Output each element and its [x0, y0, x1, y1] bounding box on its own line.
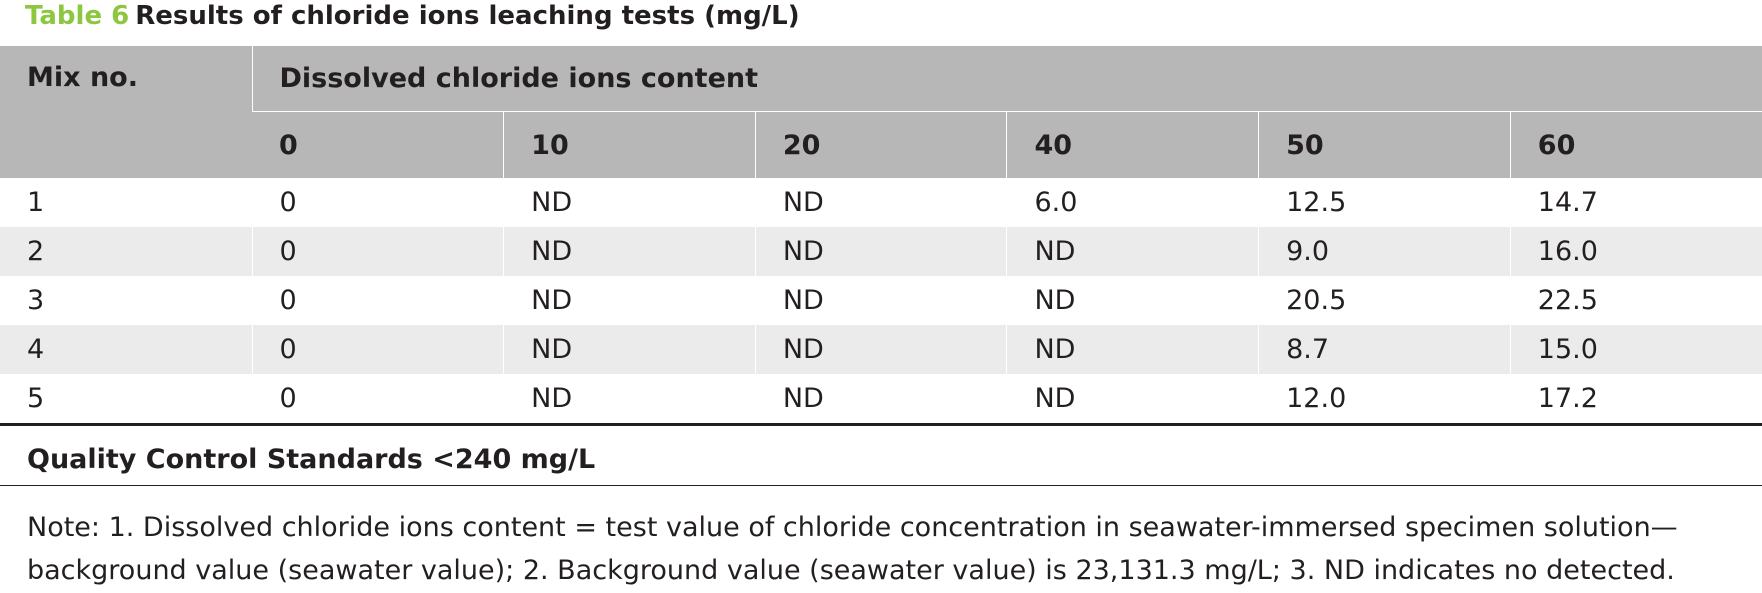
sub-header: 40: [1007, 112, 1259, 179]
sub-header: 50: [1259, 112, 1511, 179]
note-line-1: Note: 1. Dissolved chloride ions content = test value of chloride concentration in seawater-immersed specimen solution—: [27, 512, 1678, 543]
value-cell: 0: [252, 374, 504, 425]
note-line-2: background value (seawater value); 2. Background value (seawater value) is 23,131.3 mg/L; 3. ND indicates no detected.: [27, 555, 1675, 586]
value-cell: 15.0: [1510, 325, 1762, 374]
results-table: [0, 46, 1762, 426]
table-row: [0, 178, 1762, 227]
table-row: [0, 374, 1762, 425]
value-cell: 22.5: [1510, 276, 1762, 325]
table-title: Results of chloride ions leaching tests (mg/L): [135, 1, 800, 31]
value-cell: ND: [755, 276, 1007, 325]
value-cell: 8.7: [1259, 325, 1511, 374]
value-cell: ND: [755, 178, 1007, 227]
table-header: [0, 46, 1762, 178]
dissolved-content-header: Dissolved chloride ions content: [252, 46, 1762, 112]
value-cell: ND: [1007, 325, 1259, 374]
value-cell: ND: [504, 374, 756, 425]
table-row: [0, 227, 1762, 276]
value-cell: 20.5: [1259, 276, 1511, 325]
mix-cell: 4: [0, 325, 252, 374]
mix-cell: 1: [0, 178, 252, 227]
value-cell: 12.0: [1259, 374, 1511, 425]
value-cell: ND: [504, 227, 756, 276]
sub-header: 20: [755, 112, 1007, 179]
value-cell: ND: [755, 374, 1007, 425]
sub-header: 10: [504, 112, 756, 179]
table-body: [0, 178, 1762, 425]
value-cell: 16.0: [1510, 227, 1762, 276]
sub-header: 60: [1510, 112, 1762, 179]
value-cell: 0: [252, 276, 504, 325]
table-number-label: Table 6: [25, 1, 130, 31]
mix-cell: 3: [0, 276, 252, 325]
value-cell: 9.0: [1259, 227, 1511, 276]
quality-control-text: Quality Control Standards <240 mg/L: [27, 444, 596, 475]
value-cell: 17.2: [1510, 374, 1762, 425]
mix-no-header: Mix no.: [0, 46, 252, 178]
value-cell: ND: [1007, 374, 1259, 425]
table-caption: [25, 0, 800, 34]
value-cell: ND: [1007, 276, 1259, 325]
value-cell: ND: [504, 178, 756, 227]
mix-cell: 5: [0, 374, 252, 425]
value-cell: ND: [504, 276, 756, 325]
value-cell: ND: [504, 325, 756, 374]
value-cell: ND: [755, 325, 1007, 374]
mix-cell: 2: [0, 227, 252, 276]
quality-control-row: [0, 438, 1762, 486]
value-cell: ND: [755, 227, 1007, 276]
table-row: [0, 276, 1762, 325]
value-cell: 0: [252, 178, 504, 227]
value-cell: 14.7: [1510, 178, 1762, 227]
value-cell: 6.0: [1007, 178, 1259, 227]
table-row: [0, 325, 1762, 374]
table-note: [27, 506, 1762, 592]
sub-header: 0: [252, 112, 504, 179]
value-cell: ND: [1007, 227, 1259, 276]
value-cell: 0: [252, 227, 504, 276]
value-cell: 12.5: [1259, 178, 1511, 227]
value-cell: 0: [252, 325, 504, 374]
